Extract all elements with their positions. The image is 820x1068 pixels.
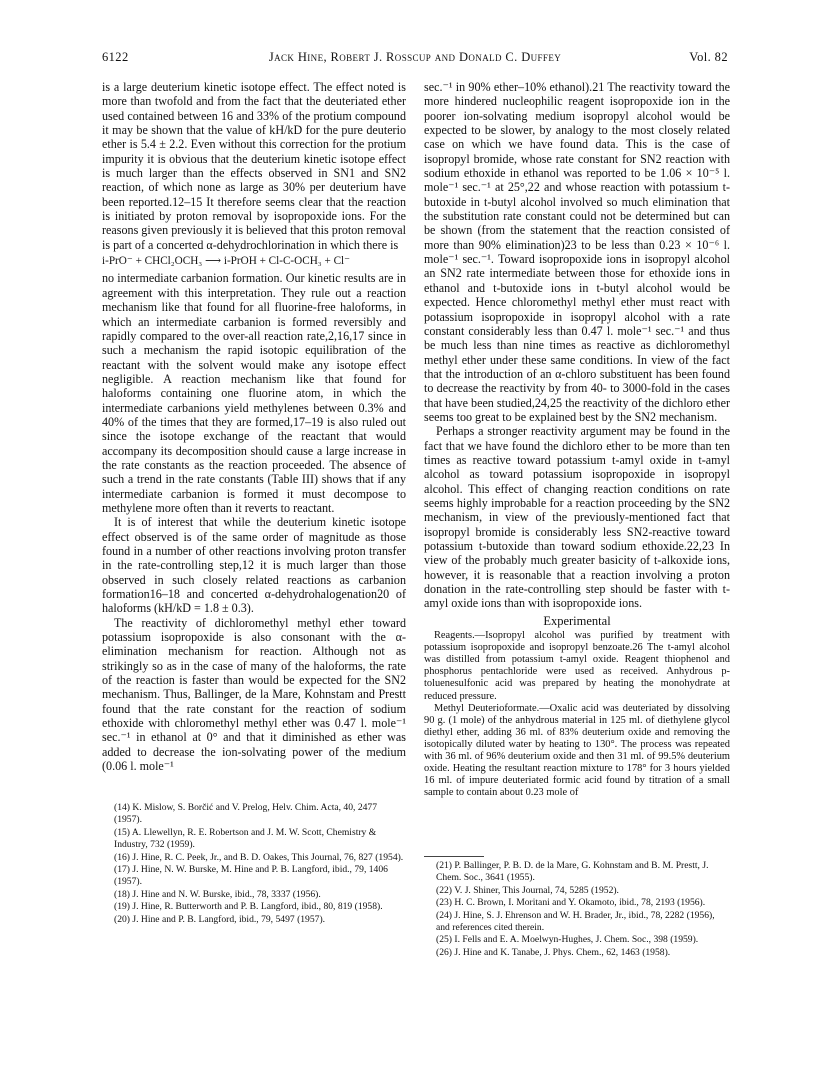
footnote: (15) A. Llewellyn, R. E. Robertson and J. M. W. Scott, Chemistry & Industry, 732 (1959).	[114, 826, 377, 851]
footnote: (22) V. J. Shiner, This Journal, 74, 5285 (1952).	[436, 884, 619, 896]
footnotes-right	[424, 860, 730, 959]
experimental-paragraph: Reagents.—Isopropyl alcohol was purified by treatment with potassium isopropoxide and isopropyl benzoate.26 The t-amyl alcohol was distilled from potassium t-amyl oxide. Reagent thiophenol and phosphorus pentachloride were used as received. Anhydrous p-toluenesulfonic acid was prepared by heating the monohydrate at reduced pressure.	[424, 630, 730, 702]
footnote: (20) J. Hine and P. B. Langford, ibid., 79, 5497 (1957).	[114, 913, 326, 925]
footnote: (17) J. Hine, N. W. Burske, M. Hine and P. B. Langford, ibid., 79, 1406 (1957).	[114, 864, 388, 888]
left-column	[102, 80, 406, 774]
volume-label: Vol. 82	[689, 50, 728, 64]
footnote: (14) K. Mislow, S. Borčić and V. Prelog, Helv. Chim. Acta, 40, 2477 (1957).	[114, 802, 378, 826]
experimental-section	[424, 630, 730, 799]
page-number: 6122	[102, 50, 129, 64]
experimental-paragraph: Methyl Deuterioformate.—Oxalic acid was deuteriated by dissolving 90 g. (1 mole) of the anhydrous material in 125 ml. of diethylene glycol diethyl ether, adding 36 ml. of 83% deuterium oxide and removing the isotopically diluted water by heating to 130°. The process was repeated with 36 ml. of 96% deuterium oxide and then 31 ml. of 99.5% deuterium oxide. Heating the resultant reaction mixture to 178° for 3 hours yielded 16 ml. of impure deuteriated formic acid found by titration of a small sample to contain about 0.23 mole of	[424, 702, 730, 799]
section-heading-experimental: Experimental	[543, 613, 611, 628]
footnote: (23) H. C. Brown, I. Moritani and Y. Okamoto, ibid., 78, 2193 (1956).	[436, 897, 706, 909]
footnote: (21) P. Ballinger, P. B. D. de la Mare, G. Kohnstam and B. M. Prestt, J. Chem. Soc., 3641 (1955).	[436, 860, 709, 884]
body-paragraph: The reactivity of dichloromethyl methyl ether toward potassium isopropoxide is also consonant with the α-elimination mechanism for reaction. Although not as strikingly so as in the case of many of the haloforms, the rate of the reaction is faster than would be expected for the SN2 mechanism. Thus, Ballinger, de la Mare, Kohnstam and Prestt found that the rate constant for the reaction of sodium ethoxide with chloromethyl methyl ether was 0.47 l. mole⁻¹ sec.⁻¹ in ethanol at 0° and that it diminished as ether was added to decrease the ion-solvating power of the medium (0.06 l. mole⁻¹	[102, 615, 406, 774]
running-authors: Jack Hine, Robert J. Rosscup and Donald C. Duffey	[268, 50, 562, 64]
body-paragraph: It is of interest that while the deuterium kinetic isotope effect observed is of the same order of magnitude as those found in a number of other reactions involving proton transfer in the rate-controlling step,12 it is much larger than those observed in such closely related reactions as carbanion formation16–18 and concerted α-dehydrohalogenation20 of haloforms (kH/kD = 1.8 ± 0.3).	[102, 515, 406, 616]
running-header	[102, 50, 728, 66]
right-column	[424, 80, 730, 799]
body-paragraph: is a large deuterium kinetic isotope effect. The effect noted is more than twofold and from the fact that the deuteriated ether used contained between 16 and 33% of the protium compound it may be shown that the value of kH/kD for the pure deuterio ether is 5.4 ± 2.2. Even without this correction for the protium impurity it is obvious that the deuterium kinetic isotope effect is much larger than the effects observed in SN1 and SN2 reaction, of which none as large as 30% per deuterium have been reported.12–15 It therefore seems clear that the reaction is initiated by proton removal by isopropoxide ions. For the reasons given previously it is believed that this proton removal is part of a concerted α-dehydrochlorination in which there is	[102, 80, 406, 252]
footnote: (26) J. Hine and K. Tanabe, J. Phys. Chem., 62, 1463 (1958).	[436, 946, 671, 958]
body-paragraph: no intermediate carbanion formation. Our kinetic results are in agreement with this interpretation. They rule out a reaction mechanism like that found for all fluorine-free haloforms, in which an intermediate carbanion is formed reversibly and rapidly compared to the over-all reaction rate,2,16,17 since in such a mechanism the rapid isotopic equilibration of the reactant with the solvent would make any isotope effect negligible. A reaction mechanism like that found for haloforms containing one fluorine atom, in which the intermediate carbanions yield methylenes between 0.3% and 40% of the times that they are formed,17–19 is also ruled out since the isotope exchange of the reactant that would accompany its decomposition should cause a large increase in the rate constants as the reaction proceeded. The absence of such a trend in the rate constants (Table III) shows that if any intermediate carbanion is formed it must decompose to methylene more often than it reverts to reactant.	[102, 271, 406, 515]
footnote: (25) I. Fells and E. A. Moelwyn-Hughes, J. Chem. Soc., 398 (1959).	[436, 934, 699, 946]
reaction-equation: i-PrO⁻ + CHCl₂OCH₃ ⟶ i-PrOH + Cl-C-OCH₃ + Cl⁻	[102, 255, 351, 268]
body-paragraph: Perhaps a stronger reactivity argument may be found in the fact that we have found the dichloro ether to be more than ten times as reactive toward potassium t-amyl oxide in t-amyl alcohol as toward potassium isopropoxide in isopropyl alcohol. This effect of changing reaction conditions on rate seems highly improbable for a reaction proceeding by the SN2 mechanism, in view of the previously-mentioned fact that isopropyl bromide is considerably less SN2-reactive toward potassium t-butoxide than toward sodium ethoxide.22,23 In view of the probably much greater basicity of t-alkoxide ions, however, it is reasonable that a reaction involving a proton donation in the rate-controlling step should be faster with t-amyl oxide ions than with isopropoxide ions.	[424, 424, 730, 611]
footnote: (19) J. Hine, R. Butterworth and P. B. Langford, ibid., 80, 819 (1958).	[114, 901, 383, 913]
footnote: (18) J. Hine and N. W. Burske, ibid., 78, 3337 (1956).	[114, 888, 321, 900]
footnote: (24) J. Hine, S. J. Ehrenson and W. H. Brader, Jr., ibid., 78, 2282 (1956), and references cited therein.	[436, 909, 715, 934]
footnote-divider	[424, 856, 484, 857]
footnote: (16) J. Hine, R. C. Peek, Jr., and B. D. Oakes, This Journal, 76, 827 (1954).	[114, 851, 404, 863]
footnotes-left	[102, 802, 406, 926]
body-paragraph: sec.⁻¹ in 90% ether–10% ethanol).21 The reactivity toward the more hindered nucleophilic reagent isopropoxide ion in the poorer ion-solvating medium isopropyl alcohol would be expected to be slower, by analogy to the most closely related case on which we have found data. This is the case of isopropyl bromide, whose rate constant for SN2 reaction with sodium ethoxide in ethanol was reported to be 1.06 × 10⁻⁵ l. mole⁻¹ sec.⁻¹ at 25°,22 and whose reaction with potassium t-butoxide in t-butyl alcohol involved so much elimination that the substitution rate constant could not be determined but can be shown (from the statement that the reaction consisted of more than 90% elimination)23 to be less than 0.23 × 10⁻⁶ l. mole⁻¹ sec.⁻¹. Toward isopropoxide ions in isopropyl alcohol an SN2 rate intermediate between those for ethoxide ions in ethanol and t-butoxide ions in t-butyl alcohol would be expected. Hence chloromethyl methyl ether must react with potassium isopropoxide in isopropyl alcohol with a rate constant considerably less than 0.47 l. mole⁻¹ sec.⁻¹ and thus be much less than nine times as reactive as dichloromethyl methyl ether under these same conditions. In view of the fact that the introduction of an α-chloro substituent has been found to decrease the reactivity by from 40- to 3000-fold in the cases that have been studied,24,25 the reactivity of the dichloro ether seems too great to be explained best by the SN2 mechanism.	[424, 80, 730, 424]
